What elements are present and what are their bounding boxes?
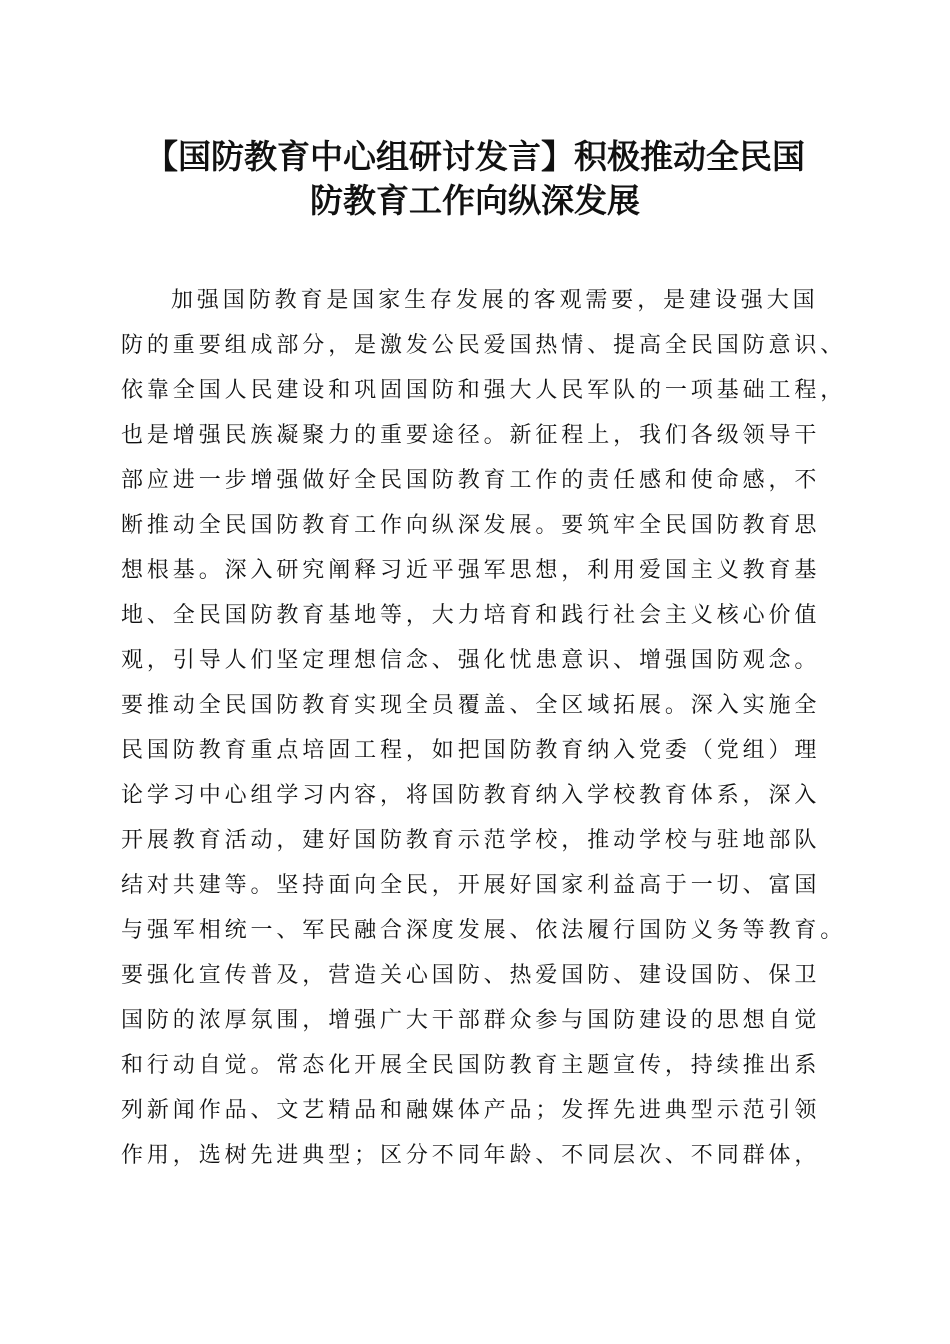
body-line: 要强化宣传普及，营造关心国防、热爱国防、建设国防、保卫	[121, 963, 821, 988]
body-line: 和行动自觉。常态化开展全民国防教育主题宣传，持续推出系	[121, 1053, 821, 1078]
body-line: 民国防教育重点培固工程，如把国防教育纳入党委（党组）理	[121, 738, 821, 763]
body-line: 要推动全民国防教育实现全员覆盖、全区域拓展。深入实施全	[121, 693, 821, 718]
body-line: 想根基。深入研究阐释习近平强军思想，利用爱国主义教育基	[121, 558, 821, 583]
document-body	[121, 278, 847, 1178]
body-line: 与强军相统一、军民融合深度发展、依法履行国防义务等教育。	[121, 918, 847, 943]
body-line: 开展教育活动，建好国防教育示范学校，推动学校与驻地部队	[121, 828, 821, 853]
body-line: 依靠全国人民建设和巩固国防和强大人民军队的一项基础工程，	[121, 378, 847, 403]
body-line: 也是增强民族凝聚力的重要途径。新征程上，我们各级领导干	[121, 423, 821, 448]
body-line: 列新闻作品、文艺精品和融媒体产品；发挥先进典型示范引领	[121, 1098, 821, 1123]
body-line: 地、全民国防教育基地等，大力培育和践行社会主义核心价值	[121, 603, 821, 628]
body-line: 论学习中心组学习内容，将国防教育纳入学校教育体系，深入	[121, 783, 821, 808]
body-line: 作用，选树先进典型；区分不同年龄、不同层次、不同群体，	[121, 1143, 821, 1168]
body-line: 结对共建等。坚持面向全民，开展好国家利益高于一切、富国	[121, 873, 821, 898]
body-line: 防的重要组成部分，是激发公民爱国热情、提高全民国防意识、	[121, 333, 847, 358]
body-line: 观，引导人们坚定理想信念、强化忧患意识、增强国防观念。	[121, 648, 821, 673]
document-title	[120, 135, 830, 223]
body-line: 国防的浓厚氛围，增强广大干部群众参与国防建设的思想自觉	[121, 1008, 821, 1033]
body-line: 加强国防教育是国家生存发展的客观需要，是建设强大国	[171, 288, 819, 313]
title-line-1: 【国防教育中心组研讨发言】积极推动全民国	[145, 137, 805, 176]
title-line-2: 防教育工作向纵深发展	[310, 181, 640, 220]
body-line: 部应进一步增强做好全民国防教育工作的责任感和使命感，不	[121, 468, 821, 493]
body-line: 断推动全民国防教育工作向纵深发展。要筑牢全民国防教育思	[121, 513, 821, 538]
